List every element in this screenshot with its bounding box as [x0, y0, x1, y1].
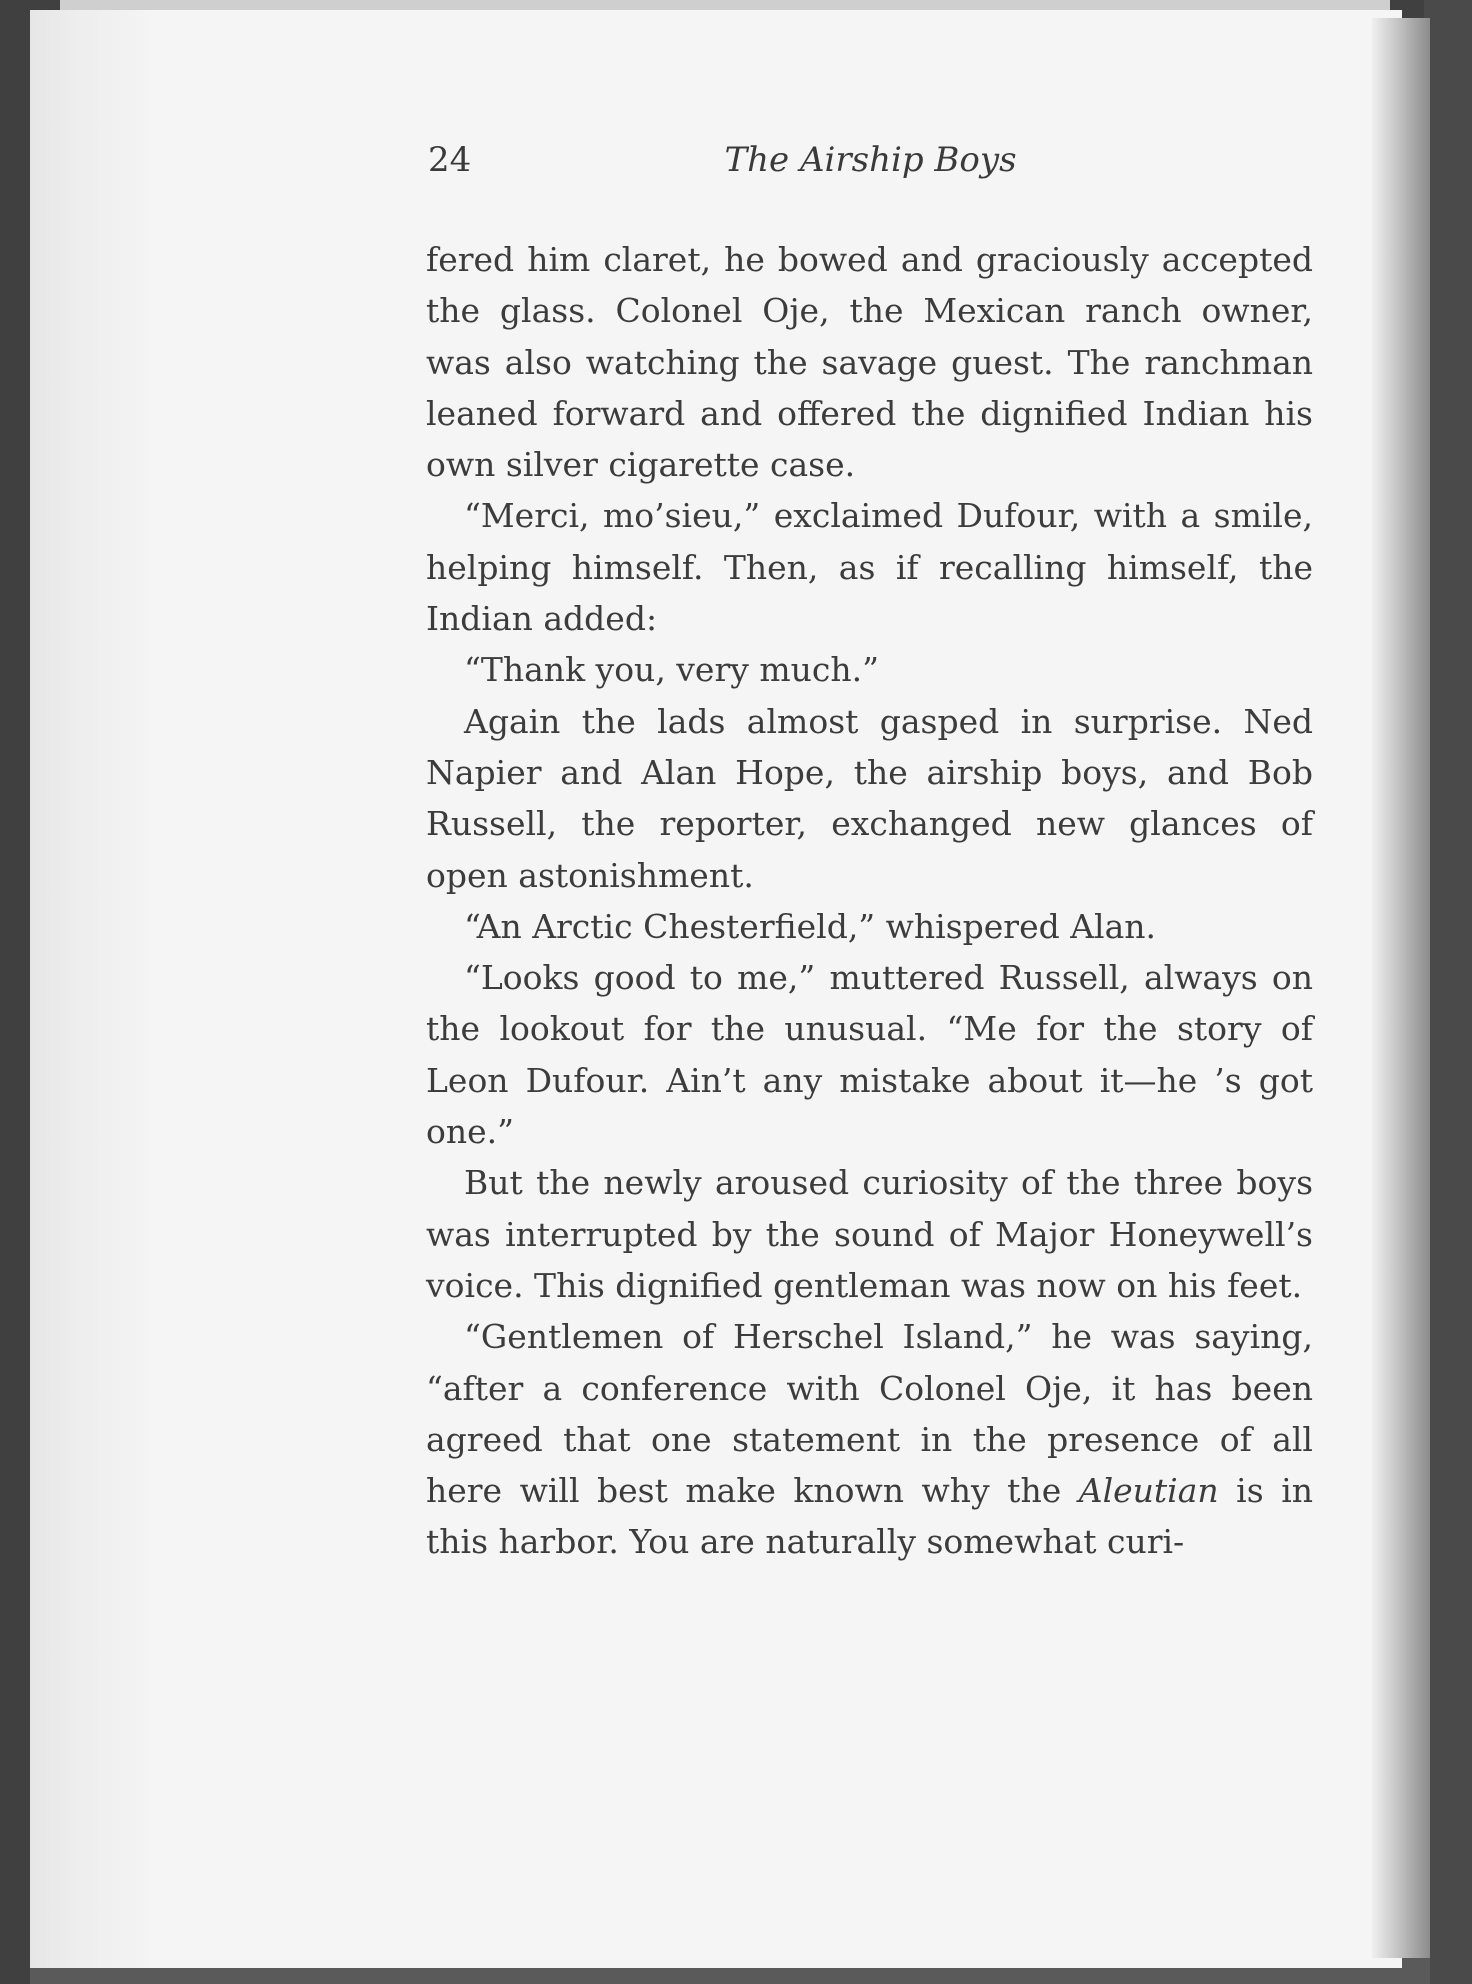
page-edge-right-gutter: [1372, 18, 1430, 1958]
page-edge-left: [30, 10, 150, 1968]
paragraph-text: is in this harbor. You are naturally somewhat curi-: [426, 1471, 1313, 1562]
paragraph-text: “Gentlemen of Herschel Island,” he was saying, “after a conference with Colonel Oje, it has been agreed that one statement in the presence of all here will best make known why the: [426, 1317, 1313, 1511]
paragraph: But the newly aroused curiosity of the three boys was interrupted by the sound of Major Honeywell’s voice. This dignified gentleman was now on his feet.: [426, 1163, 1313, 1305]
paragraph: [426, 1311, 1313, 1567]
page-number: 24: [428, 140, 472, 180]
body-text: [426, 234, 1313, 1568]
paragraph: “Looks good to me,” muttered Russell, always on the lookout for the unusual. “Me for the story of Leon Dufour. Ain’t any mistake about it—he ’s got one.”: [426, 958, 1313, 1152]
scanner-background-right: [1424, 0, 1472, 1984]
paragraph: “Thank you, very much.”: [464, 650, 880, 690]
page-header: [428, 140, 1313, 200]
ship-name-italic: Aleutian: [1078, 1471, 1219, 1511]
paragraph: Again the lads almost gasped in surprise. Ned Napier and Alan Hope, the airship boys, and Bob Russell, the reporter, exchanged new glances of open astonishment.: [426, 701, 1313, 895]
paragraph: “Merci, mo’sieu,” exclaimed Dufour, with a smile, helping himself. Then, as if recalling himself, the Indian added:: [426, 496, 1313, 639]
running-title: The Airship Boys: [724, 140, 1017, 180]
paragraph: fered him claret, he bowed and graciously accepted the glass. Colonel Oje, the Mexican ranch owner, was also watching the savage guest. The ranchman leaned forward and offered the dignified Indian his own silver cigarette case.: [426, 240, 1313, 485]
paragraph: “An Arctic Chesterfield,” whispered Alan.: [464, 906, 1157, 946]
